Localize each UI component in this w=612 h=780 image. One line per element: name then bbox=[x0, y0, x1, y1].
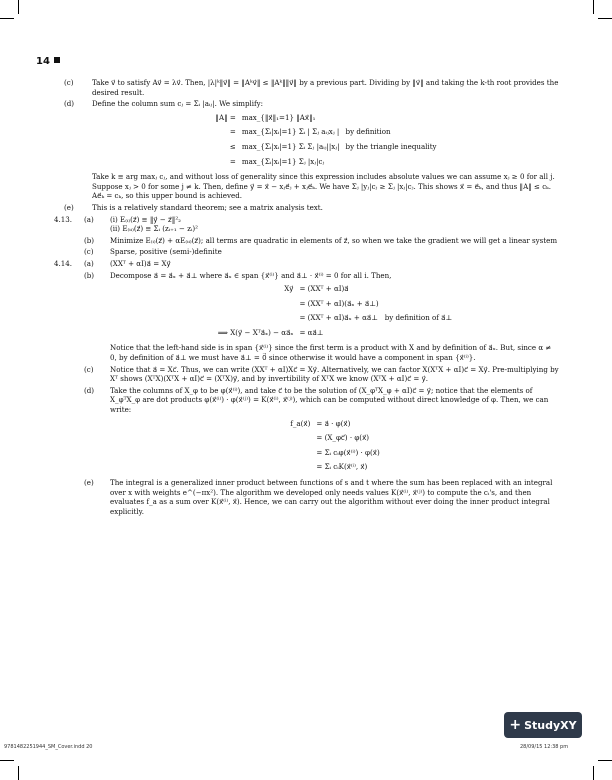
crop-mark bbox=[18, 0, 19, 14]
problem-4-14-d: (d) Take the columns of X_φ to be φ(x⃗⁽ⁱ⁾), and take c⃗ to be the solution of (X_φᵀX_φ + αI)c⃗ = y⃗; notice that the elements of X_φᵀX_φ are dot products φ(x⃗⁽ⁱ⁾) · φ(x⃗⁽ʲ⁾) = K(x⃗⁽ⁱ⁾, x⃗⁽ʲ⁾), which can be computed without direct knowledge of φ. Then, we can write: f_a(x⃗) = a⃗ · φ(x⃗) = (X_φc⃗) · φ(x⃗) = Σᵢ cᵢφ(x⃗⁽ⁱ⁾) · φ(x⃗) = Σᵢ cᵢK(x⃗⁽ⁱ⁾, x⃗) bbox=[64, 386, 560, 472]
problem-4-13-c: (c) Sparse, positive (semi-)definite bbox=[84, 247, 222, 257]
problem-4-13: 4.13. (a) (i) E₍ᵢ₎(z⃗) ≡ ‖y⃗ − z⃗‖²₂ (ii) E₍ᵢᵢ₎(z⃗) ≡ Σᵢ (zᵢ₊₁ − zᵢ)² bbox=[54, 214, 199, 234]
item-e: (e) This is a relatively standard theorem; see a matrix analysis text. bbox=[64, 202, 323, 212]
crop-mark bbox=[0, 18, 14, 19]
item-c: (c) Take v⃗ to satisfy Av⃗ = λv⃗. Then, |λ|ᵏ‖v⃗‖ = ‖Aᵏv⃗‖ ≤ ‖Aᵏ‖‖v⃗‖ by a previous part. Dividing by ‖v⃗‖ and taking the k-th root provides the desired result. bbox=[64, 78, 559, 97]
problem-4-14-e: (e) The integral is a generalized inner product between functions of s and t where the sum has been replaced with an integral over x with weights e^(−πx²). The algorithm we developed only needs values K(x⃗⁽ⁱ⁾, x⃗⁽ʲ⁾) to compute the cᵢ's, and then evaluates f_a as a sum over K(x⃗⁽ⁱ⁾, x⃗). Hence, we can carry out the algorithm without ever doing the inner product integral explicitly. bbox=[84, 478, 553, 516]
problem-4-14-c: (c) Notice that a⃗ = Xc⃗. Thus, we can write (XXᵀ + αI)Xc⃗ = Xy⃗. Alternatively, we can factor X(XᵀX + αI)c⃗ = Xy⃗. Pre-multiplying by Xᵀ shows (XᵀX)(XᵀX + αI)c⃗ = (XᵀX)y⃗, and by invertibility of XᵀX we know (XᵀX + αI)c⃗ = y⃗. bbox=[84, 364, 559, 384]
equation-norm: ‖A‖ = max_{‖x⃗‖₁=1} ‖Ax⃗‖₁ = max_{Σᵢ|xᵢ|=1} Σᵢ | Σⱼ aᵢⱼxⱼ | by definition ≤ max_{Σᵢ|xᵢ|=1} Σᵢ Σⱼ |aᵢⱼ||xⱼ| by the triangle inequality = max_{Σᵢ|xᵢ|=1} Σⱼ |xⱼ|cⱼ bbox=[215, 112, 437, 166]
equation-decompose: Xy⃗ = (XXᵀ + αI)a⃗ = (XXᵀ + αI)(a⃗ₓ + a⃗⊥) = (XXᵀ + αI)a⃗ₓ + αa⃗⊥ by definition of a⃗⊥ ⟹ X(y⃗ − Xᵀa⃗ₓ) − αa⃗ₓ = αa⃗⊥ bbox=[217, 284, 453, 337]
page-number: 14 bbox=[36, 56, 60, 67]
problem-4-14: 4.14. (a) (XXᵀ + αI)a⃗ = Xy⃗ bbox=[54, 258, 171, 268]
crop-mark bbox=[598, 18, 612, 19]
square-icon bbox=[54, 57, 60, 63]
crop-mark bbox=[18, 766, 19, 780]
crop-mark bbox=[598, 760, 612, 761]
footer-date: 28/09/15 12:38 pm bbox=[520, 744, 569, 750]
crop-mark bbox=[593, 0, 594, 14]
page-body bbox=[54, 78, 560, 518]
footer-file: 9781482251944_SM_Cover.indd 20 bbox=[4, 744, 93, 750]
problem-4-13-b: (b) Minimize E₍ᵢ₎(z⃗) + αE₍ᵢᵢ₎(z⃗); all terms are quadratic in elements of z⃗, so when we take the gradient we will get a linear system bbox=[84, 235, 558, 245]
crop-mark bbox=[593, 766, 594, 780]
problem-4-14-b: (b) Decompose a⃗ = a⃗ₓ + a⃗⊥ where a⃗ₓ ∈ span {x⃗⁽ⁱ⁾} and a⃗⊥ · x⃗⁽ⁱ⁾ = 0 for all i. Then, Xy⃗ = (XXᵀ + αI)a⃗ = (XXᵀ + αI)(a⃗ₓ + a⃗⊥) = (XXᵀ + αI)a⃗ₓ + αa⃗⊥ by definition of a⃗⊥ ⟹ X(y⃗ − Xᵀa⃗ₓ) − αa⃗ₓ = αa⃗⊥ Notice that the left-hand side is in span {x⃗⁽ⁱ⁾} since the first term is a product with X and by definition of a⃗ₓ. But, since α ≠ 0, by definition of a⃗⊥ we must have a⃗⊥ = 0⃗ since otherwise it would have a component in span {x⃗⁽ⁱ⁾}. bbox=[64, 271, 560, 363]
equation-kernel: f_a(x⃗) = a⃗ · φ(x⃗) = (X_φc⃗) · φ(x⃗) = Σᵢ cᵢφ(x⃗⁽ⁱ⁾) · φ(x⃗) = Σᵢ cᵢK(x⃗⁽ⁱ⁾, x⃗) bbox=[290, 418, 380, 472]
crop-mark bbox=[0, 760, 14, 761]
studyxy-logo: + StudyXY bbox=[504, 712, 582, 738]
item-d: (d) Define the column sum cⱼ = Σᵢ |aᵢⱼ|. We simplify: ‖A‖ = max_{‖x⃗‖₁=1} ‖Ax⃗‖₁ = max_{Σᵢ|xᵢ|=1} Σᵢ | Σⱼ aᵢⱼxⱼ | by definition ≤ max_{Σᵢ|xᵢ|=1} Σᵢ Σⱼ |aᵢⱼ||xⱼ| by the triangle inequality = max_{Σᵢ|xᵢ|=1} Σⱼ |xⱼ|cⱼ Take k ≡ arg maxⱼ cⱼ, and without loss of generality since this expression includes absolute values we can assume xⱼ ≥ 0 for all j. Suppose xⱼ > 0 for some j ≠ k. Then, define y⃗ = x⃗ − xⱼe⃗ⱼ + xⱼe⃗ₖ. We have Σⱼ |yⱼ|cⱼ ≥ Σⱼ |xⱼ|cⱼ. This shows x⃗ = e⃗ₖ, and thus ‖A‖ ≤ cₖ. Ae⃗ₖ = cₖ, so this upper bound is achieved. bbox=[64, 99, 560, 201]
